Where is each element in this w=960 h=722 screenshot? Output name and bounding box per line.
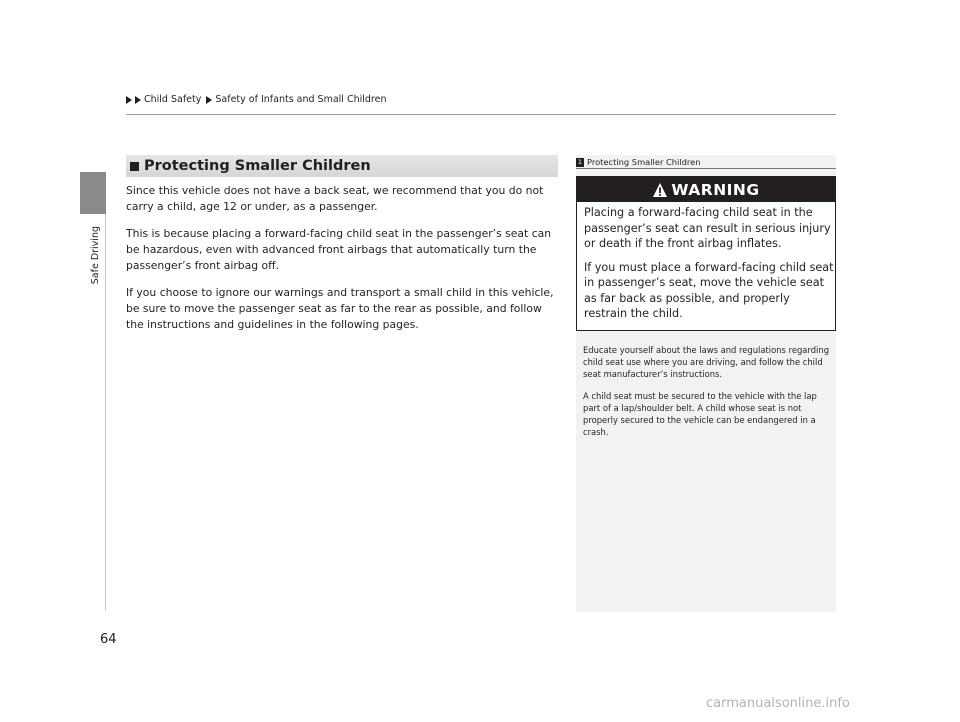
- page-number: 64: [100, 632, 117, 647]
- breadcrumb: [126, 94, 387, 105]
- warning-paragraph: Placing a forward-facing child seat in the passenger’s seat can result in serious injury or death if the front airbag inflates.: [584, 206, 831, 250]
- side-panel-title-text: Protecting Smaller Children: [587, 157, 701, 167]
- note-paragraph: Educate yourself about the laws and regulations regarding child seat use where you are driving, and follow the child seat manufacturer’s instructions.: [583, 345, 830, 379]
- chapter-line: [105, 214, 106, 610]
- watermark: carmanualsonline.info: [706, 696, 850, 711]
- warning-paragraph: If you must place a forward-facing child seat in passenger’s seat, move the vehicle seat as far back as possible, and properly restrain the child.: [584, 260, 834, 320]
- warning-header: [577, 177, 835, 202]
- section-header: [126, 155, 558, 177]
- header-rule: [126, 114, 836, 115]
- breadcrumb-arrow-icon: [126, 96, 132, 104]
- side-notes: [583, 344, 829, 448]
- breadcrumb-arrow-icon: [135, 96, 141, 104]
- side-panel-title: [576, 157, 701, 167]
- warning-box: [576, 176, 836, 331]
- body-text: [126, 183, 560, 344]
- side-panel-rule: [576, 168, 836, 169]
- reference-number-badge: 1: [577, 157, 583, 166]
- warning-body: [584, 205, 834, 330]
- section-title: Protecting Smaller Children: [144, 158, 371, 174]
- warning-label: WARNING: [671, 180, 760, 199]
- chapter-label: Safe Driving: [90, 226, 101, 285]
- note-paragraph: A child seat must be secured to the vehicle with the lap part of a lap/shoulder belt. A child whose seat is not properly secured to the vehicle can be endangered in a crash.: [583, 391, 817, 437]
- breadcrumb-item-safety-infants[interactable]: Safety of Infants and Small Children: [215, 94, 387, 105]
- body-paragraph: If you choose to ignore our warnings and transport a small child in this vehicle, be sure to move the passenger seat as far to the rear as possible, and follow the instructions and guidelines in the following pages.: [126, 286, 554, 331]
- breadcrumb-arrow-icon: [206, 96, 212, 104]
- breadcrumb-item-child-safety[interactable]: Child Safety: [144, 94, 202, 105]
- chapter-tab: [80, 172, 106, 214]
- warning-triangle-icon: [652, 182, 668, 198]
- body-paragraph: Since this vehicle does not have a back seat, we recommend that you do not carry a child, age 12 or under, as a passenger.: [126, 184, 544, 213]
- section-square-icon: [130, 162, 139, 171]
- body-paragraph: This is because placing a forward-facing child seat in the passenger’s seat can be hazardous, even with advanced front airbags that automatically turn the passenger’s front airbag off.: [126, 227, 552, 272]
